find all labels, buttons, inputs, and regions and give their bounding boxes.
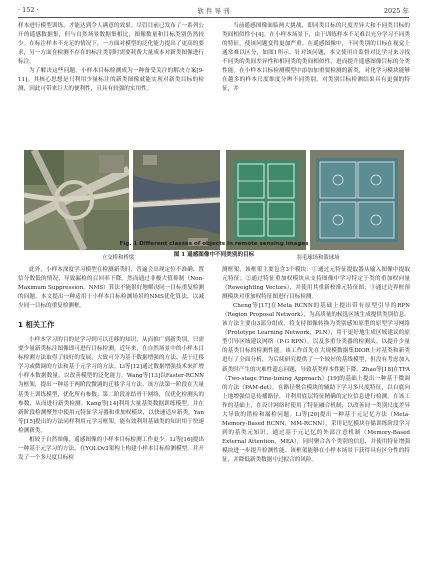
paragraph: 样本进行模型训练，才能达到令人满意的效果。尽管目前已发布了一系列公开的遥感数据集，但与自然场景数据集相比，图像数量和目标类别仍然较少。在标注样本不充足的情况下，一方面对模型的泛化能力提出了更高的要求，另一方面在检测不存在的标注类别时需要耗费大量成本对新类图像进行标注。 <box>18 23 204 66</box>
paragraph: Cheng等[17]在Meta RCNN的基础上提出带有原型引导的RPN（Region Proposal Network），为高质量的候选区域生成提供类别信息。该方法主要由3部分组成，将支持图像转换为类别感知原型的原型学习网络（Prototype Learning Network，PLN），用于更好地生成区域建议的原型引导区域建议网络（P-G RPN），以及多重分类器的检测头。以提升少量的基类目标的检测性能。该工作首先在大规模数据集DIOR上对基类和新类进行了全面分析，为后续研究提供了一个较好的基线模型，但没有考虑加入新类时产生的灾难性遗忘问题，导致基类样本性能下降。Zhao等[18]在TFA（Two-stage Fine-tuning Approach）[19]的基础上提出一种基于微调的方法（PAM-det），在路径聚合模块的辅助下学习多尺度特征，以自底向上地增强信息传播路径，并利用底层特征精确的定位信息进行检测。在该工作的基础上，在设计网络时使用了特征融合机制，以改善同一类别尺度差异大导致的错检和漏检问题。Li等[20]提出一种基于元记忆方法（Meta-Memory-Based RCNN，MM-RCNN），采用记忆模块存储训练阶段学习到的基类元知识，通过基于元记忆的外部注意机制（Memory-Based External Attention，MEA），同时聚合各个类别的信息，并使用特征增强模块进一步提升检测性能。该框架能够在小样本场景下获得具有区分性的特征，并降低新类数据中过拟合的风险。 <box>222 303 410 463</box>
figure-label-right: 羽毛球场和篮球场 <box>296 255 340 261</box>
photo-bridge <box>133 150 220 250</box>
journal-year: 2025 年 <box>383 7 409 15</box>
section-heading: 1 相关工作 <box>18 320 55 330</box>
figure-caption-en: Fig. 1 Different classes of objects in remote sensing images <box>119 241 309 247</box>
figure-caption-zh: 图 1 遥感图像中不同类别的目标 <box>173 252 255 258</box>
paragraph: 为了解决这些问题，小样本目标检测成为一种备受关注的解决方案[9-11]。其核心思想是只利用少量标注的新类图像就能实现对新类目标的检测，因此可带来巨大的便利性，且具有较强的实用性。 <box>18 68 204 93</box>
paragraph: 小样本学习的目的是学习到可以迁移的知识，从而推广到新类别，只需要少量新类标注图像即可进行目标检测。近年来，在自然场景中的小样本目标检测方法取得了较好的发展，大致可分为基于数据增强的方法、基于迁移学习或微调的方法和基于元学习的方法。Li等[12]通过数据增强技术来扩增小样本数据数量，以改善模型的泛化能力。Wang等[13]以Faster-RCNN为框架，提出一种基于两阶段微调的迁移学习方法。该方法第一阶段在大量基类上训练模型，优化所有参数；第二阶段冻结骨干网络，仅优化检测头的参数，从而进行新类检测。Kang等[14]利用大量基类数据训练模型，并在新阶段检测聚焦中使用元特征学习器和重加权模块，以快速适应新类。Yan等[15]提出的方法同样利用元学习框架，能有效利用基础类的知识用于快速检测新类。 <box>18 337 204 434</box>
journal-name: 软 件 导 刊 <box>197 7 230 15</box>
paragraph: 当前遥感图像面临两大挑战，即同类目标的尺度差异大和不同类目标的类间相似性小[4]。在小样本场景下，由于训练样本不足难以充分学习不同类的特征，使该问题变得更加严重。在遥感图像中，不同类别的目标在视觉上通常难以区分，如图1所示。针对该问题，本文使用自监督对比学习来寻找不同类的类间差异性和相同类的类间相似性，进而提升遥感图像目标的分类性能。在小样本目标检测模型中添加加重要检测的新类，对化学习模块能够在越多的样本尺度维度分辨不同类别，对类别目标检测结果具有更强的特征，并 <box>222 23 410 93</box>
paragraph: 此外，小样本深度学习模型在检测新类时，普遍会出现定位不准确、置信分数低的情况，导致漏检的召回率下降。然而通过非极大值抑制（Non-Maximum Suppression，NMS）算法不能很好地解决同一目标重复检测的问题。本文提出一种适用于小样本目标检测场景的NMS优化算法，以减少同一目标的重复检测框。 <box>18 267 204 310</box>
left-column-top <box>18 22 204 124</box>
right-column-bottom <box>222 266 410 571</box>
page-number: · 152 · <box>18 6 39 14</box>
photo-basketball-court <box>310 150 404 250</box>
photo-overpass <box>24 150 129 250</box>
figure-label-left: 立交桥和桥梁 <box>101 255 135 261</box>
right-column-top <box>222 22 410 144</box>
photo-badminton-court <box>226 150 306 250</box>
paragraph: 相较于自然图像，遥感图像的小样本目标检测工作更少。Li等[16]提出一种基于元学习的方法，在YOLOv3架构上构建小样本目标检测模型，并开发了一个多尺度目标检 <box>18 436 204 461</box>
left-column-bottom <box>18 266 204 571</box>
header-rule <box>18 17 409 18</box>
paragraph: 测框架，该框架主要包含3个模块：①通过元特征提取器从输入图像中提取元特征；②通过特征重加权模块从支持图像中学习特定于类的重加权向量（Reweighting Vectors），并使用其重新校准元特征图；③通过边界框预测模块对重加权特征图进行目标检测。 <box>222 267 410 301</box>
